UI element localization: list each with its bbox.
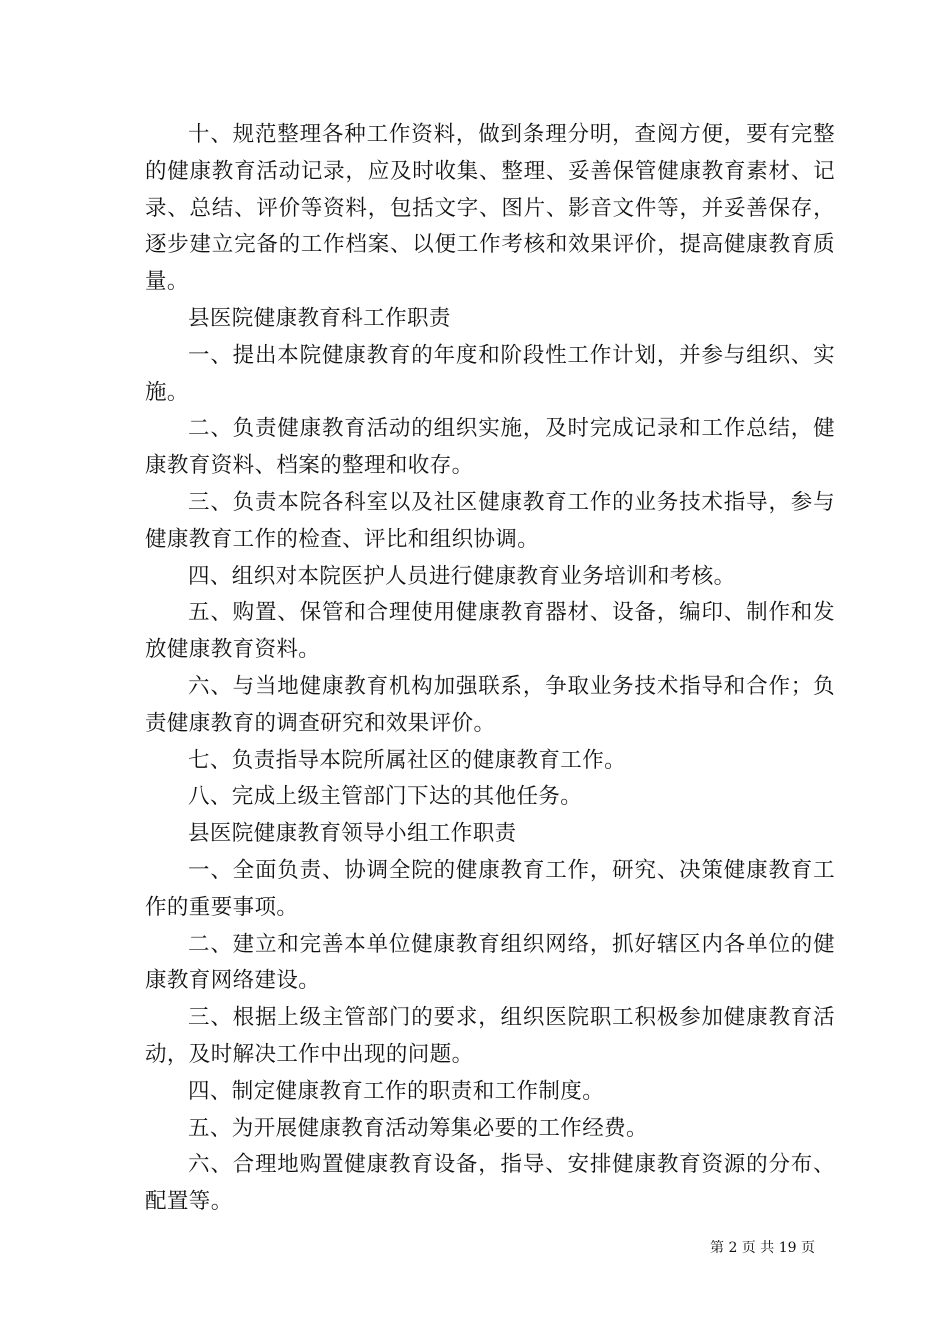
page-number: 第 2 页 共 19 页 — [710, 1240, 815, 1256]
paragraph: 三、负责本院各科室以及社区健康教育工作的业务技术指导，参与健康教育工作的检查、评比和组织协调。 — [145, 489, 835, 552]
paragraph: 五、为开展健康教育活动筹集必要的工作经费。 — [188, 1115, 648, 1141]
paragraph: 二、负责健康教育活动的组织实施，及时完成记录和工作总结，健康教育资料、档案的整理和收存。 — [145, 416, 835, 479]
paragraph: 四、制定健康教育工作的职责和工作制度。 — [188, 1078, 605, 1104]
paragraph: 七、负责指导本院所属社区的健康教育工作。 — [188, 747, 627, 773]
paragraph: 二、建立和完善本单位健康教育组织网络，抓好辖区内各单位的健康教育网络建设。 — [145, 931, 835, 994]
paragraph: 六、与当地健康教育机构加强联系，争取业务技术指导和合作；负责健康教育的调查研究和效果评价。 — [145, 673, 835, 736]
paragraph: 一、提出本院健康教育的年度和阶段性工作计划，并参与组织、实施。 — [145, 342, 835, 405]
document-body — [145, 117, 835, 1221]
paragraph: 八、完成上级主管部门下达的其他任务。 — [188, 784, 583, 810]
section-heading: 县医院健康教育科工作职责 — [188, 305, 451, 331]
paragraph: 十、规范整理各种工作资料，做到条理分明，查阅方便，要有完整的健康教育活动记录，应及时收集、整理、妥善保管健康教育素材、记录、总结、评价等资料，包括文字、图片、影音文件等，并妥善保存，逐步建立完备的工作档案、以便工作考核和效果评价，提高健康教育质量。 — [145, 122, 835, 295]
paragraph: 五、购置、保管和合理使用健康教育器材、设备，编印、制作和发放健康教育资料。 — [145, 600, 835, 663]
section-heading: 县医院健康教育领导小组工作职责 — [188, 821, 517, 847]
paragraph: 六、合理地购置健康教育设备，指导、安排健康教育资源的分布、配置等。 — [145, 1152, 835, 1215]
paragraph: 三、根据上级主管部门的要求，组织医院职工积极参加健康教育活动，及时解决工作中出现的问题。 — [145, 1005, 835, 1067]
paragraph: 四、组织对本院医护人员进行健康教育业务培训和考核。 — [188, 563, 736, 589]
paragraph: 一、全面负责、协调全院的健康教育工作，研究、决策健康教育工作的重要事项。 — [145, 857, 835, 920]
